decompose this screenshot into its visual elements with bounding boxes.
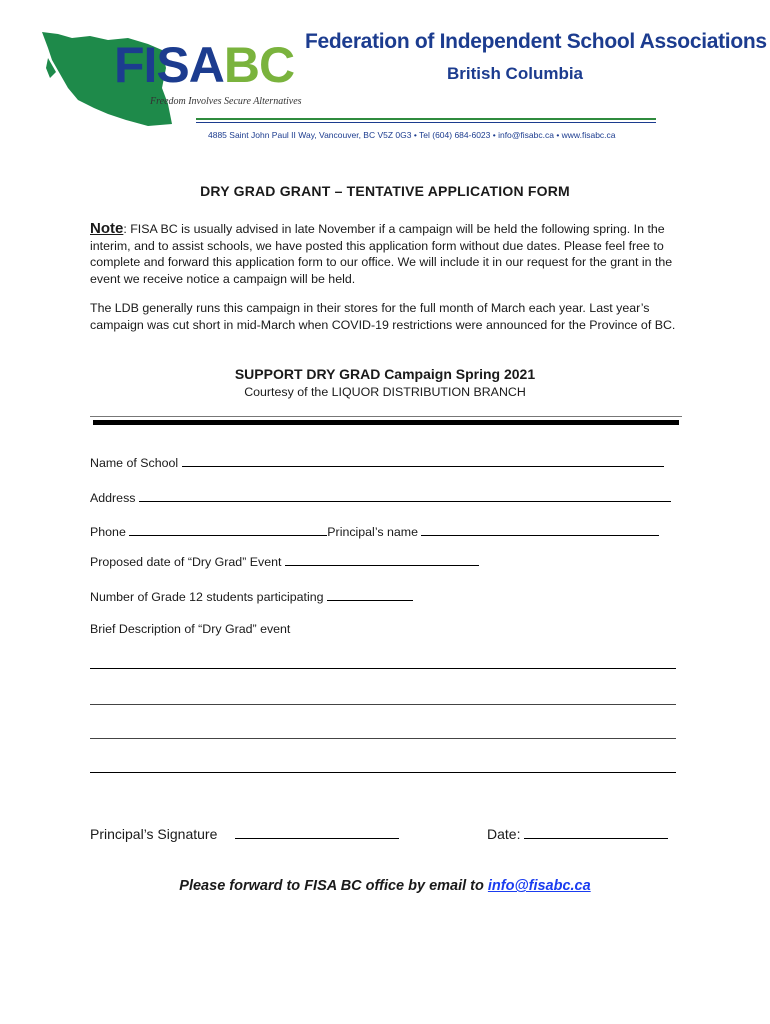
email-link[interactable]: info@fisabc.ca — [487, 878, 591, 894]
date-field[interactable] — [524, 838, 668, 839]
form-title: DRY GRAD GRANT – TENTATIVE APPLICATION FORM — [200, 183, 570, 199]
signature-label: Principal’s Signature — [90, 826, 218, 842]
principal-name-field[interactable] — [421, 535, 659, 536]
grade12-row — [90, 590, 413, 604]
footer-instruction — [0, 878, 770, 894]
description-line-4[interactable] — [90, 772, 676, 773]
description-line-1[interactable] — [90, 668, 676, 669]
school-name-field[interactable] — [182, 466, 664, 467]
phone-label: Phone — [90, 525, 126, 539]
principal-name-label: Principal’s name — [327, 525, 418, 539]
ldb-paragraph: The LDB generally runs this campaign in their stores for the full month of March each year. Last year’s campaign was cut short in mid-March when COVID-19 restrictions were announced for the Province of BC. — [90, 301, 676, 332]
note-paragraph — [90, 221, 680, 287]
tagline: Freedom Involves Secure Alternatives — [150, 96, 302, 107]
phone-row — [90, 525, 659, 539]
address-label: Address — [90, 491, 136, 505]
note-label: Note — [90, 220, 124, 237]
description-line-2[interactable] — [90, 704, 676, 705]
event-date-label: Proposed date of “Dry Grad” Event — [90, 555, 282, 569]
school-name-label: Name of School — [90, 456, 179, 470]
org-region: British Columbia — [447, 64, 584, 83]
address-field[interactable] — [139, 501, 671, 502]
header-divider-blue — [196, 122, 656, 123]
org-name: Federation of Independent School Associations — [305, 30, 767, 53]
event-date-field[interactable] — [285, 565, 479, 566]
section-rule-thin — [90, 416, 682, 417]
org-address: 4885 Saint John Paul II Way, Vancouver, BC V5Z 0G3 • Tel (604) 684-6023 • info@fisabc.ca • www.fisabc.ca — [208, 130, 616, 140]
description-label: Brief Description of “Dry Grad” event — [90, 622, 291, 636]
description-row — [90, 622, 290, 636]
section-rule-thick — [93, 420, 679, 425]
footer-text: Please forward to FISA BC office by email to — [179, 878, 484, 894]
signature-row — [90, 826, 399, 842]
date-label: Date: — [487, 826, 521, 842]
fisabc-logo-text — [114, 37, 295, 93]
logo-fisa: FISA — [114, 37, 224, 93]
campaign-title: SUPPORT DRY GRAD Campaign Spring 2021 — [234, 366, 536, 382]
event-date-row — [90, 555, 479, 569]
description-line-3[interactable] — [90, 738, 676, 739]
phone-field[interactable] — [129, 535, 327, 536]
address-row — [90, 491, 671, 505]
grade12-label: Number of Grade 12 students participating — [90, 590, 324, 604]
grade12-field[interactable] — [327, 600, 413, 601]
school-name-row — [90, 456, 664, 470]
logo-bc: BC — [223, 37, 295, 93]
note-text: : FISA BC is usually advised in late November if a campaign will be held the following spring. In the interim, and to assist schools, we have posted this application form without due dates. Please feel free to complete and forward this application form to our office. We will include it in our request for the grant in the event we receive notice a campaign will be held. — [90, 222, 673, 286]
campaign-subtitle: Courtesy of the LIQUOR DISTRIBUTION BRANCH — [244, 385, 526, 399]
signature-field[interactable] — [235, 838, 399, 839]
date-row — [487, 826, 668, 842]
header-divider-green — [196, 118, 656, 120]
